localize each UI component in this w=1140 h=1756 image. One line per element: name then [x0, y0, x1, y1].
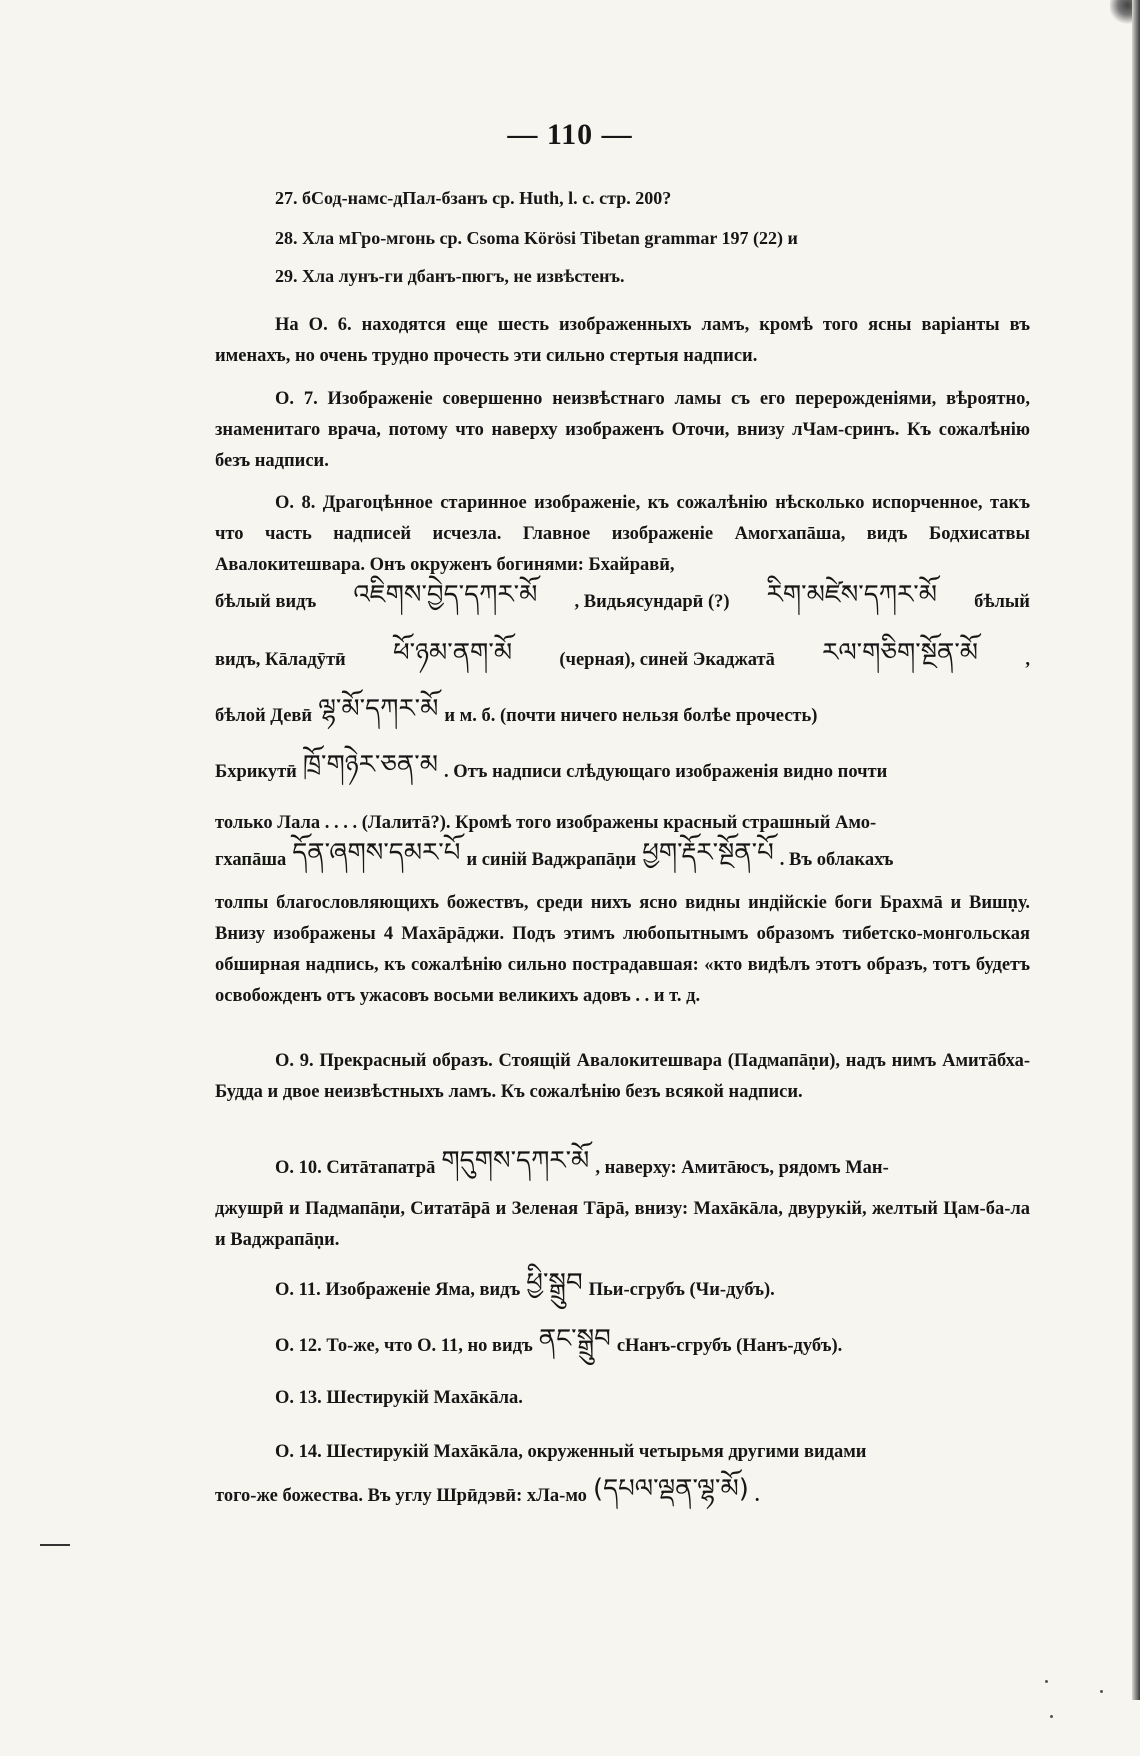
text-fragment: и синій Ваджрапāṇи	[466, 849, 637, 870]
text-fragment: , Видьясундарӣ (?)	[574, 591, 730, 612]
tibetan-inscription: འཇིགས་བྱེད་དཀར་མོ	[353, 579, 538, 610]
page-number: — 110 —	[507, 118, 633, 151]
paragraph-o6: На О. 6. находятся еще шесть изображенныхъ ламъ, кромѣ того ясны варіанты въ именахъ, но очень трудно прочесть эти сильно стертыя надписи.	[215, 315, 1030, 366]
reference-28: 28. Хла мГро-мгонь ср. Csoma Körösi Tibetan grammar 197 (22) и	[275, 228, 798, 248]
page-edge	[1132, 0, 1140, 1700]
text-fragment: О. 13. Шестирукій Махāкāла.	[275, 1387, 523, 1408]
tibetan-inscription: ཕྱི་སྒྲུབ	[526, 1267, 583, 1298]
o14-line-2	[215, 1474, 1030, 1518]
paragraph-o9: О. 9. Прекрасный образъ. Стоящій Авалокитешвара (Падмапāṇи), надъ нимъ Амитāбха-Будда и двое неизвѣстныхъ ламъ. Къ сожалѣнію безъ всякой надписи.	[215, 1051, 1030, 1102]
o8-line-2	[215, 637, 1030, 680]
o8-line-5: только Лала . . . . (Лалитā?). Кромѣ того изображены красный страшный Амо-	[215, 812, 877, 833]
tibetan-inscription: ཕོ་ཉམ་ནག་མོ	[392, 637, 513, 668]
text-fragment: и м. б. (почти ничего нельзя болѣе прочесть)	[444, 705, 818, 726]
o8-line-1	[215, 579, 1030, 622]
text-fragment: О. 10. Ситāтапатрā	[275, 1157, 436, 1178]
o8-line-3	[215, 693, 1030, 736]
tibetan-inscription: རིག་མཛེས་དཀར་མོ	[766, 579, 937, 610]
tibetan-inscription: ལྷ་མོ་དཀར་མོ	[318, 693, 439, 724]
scan-dot	[1050, 1715, 1053, 1718]
tibetan-inscription: གདུགས་དཀར་མོ	[441, 1145, 590, 1176]
text-fragment: . Отъ надписи слѣдующаго изображенія видно почти	[443, 761, 888, 782]
paragraph-o7: О. 7. Изображеніе совершенно неизвѣстнаго ламы съ его перерожденіями, вѣроятно, знаменитаго врача, потому что наверху изображенъ Оточи, внизу лЧам-сринъ. Къ сожалѣнію безъ надписи.	[215, 389, 1030, 471]
text-fragment: , наверху: Амитāюсъ, рядомъ Ман-	[595, 1157, 889, 1178]
text-fragment: видъ, Кāладӯтӣ	[215, 649, 346, 670]
o11-line	[215, 1267, 1030, 1310]
text-fragment: О. 11. Изображеніе Яма, видъ	[275, 1279, 521, 1300]
text-fragment: бѣлый видъ	[215, 591, 317, 612]
scan-dot	[1100, 1690, 1103, 1693]
scan-mark	[40, 1544, 70, 1546]
reference-27: 27. бСод-намс-дПал-бзанъ ср. Huth, l. c. стр. 200?	[275, 188, 672, 208]
paragraph-o10-end: джушрӣ и Падмапāṇи, Ситатāрā и Зеленая Тāрā, внизу: Махāкāла, двурукій, желтый Цам-ба-ла и Ваджрапāṇи.	[215, 1199, 1030, 1250]
scan-dot	[1045, 1680, 1048, 1683]
text-fragment: бѣлой Девӣ	[215, 705, 313, 726]
o12-line	[215, 1323, 1030, 1366]
scan-mark	[1110, 0, 1132, 26]
o10-line-1	[215, 1145, 1030, 1188]
text-fragment: бѣлый	[974, 591, 1030, 612]
text-fragment: О. 12. То-же, что О. 11, но видъ	[275, 1335, 533, 1356]
tibetan-inscription: ནང་སྒྲུབ	[538, 1323, 611, 1354]
text-fragment: . Въ облакахъ	[779, 849, 894, 870]
tibetan-inscription: ཕྱག་རྡོར་སྔོན་པོ	[642, 837, 774, 868]
tibetan-inscription: ཁྲོ་གཉེར་ཅན་མ	[302, 749, 438, 780]
text-fragment: ,	[1025, 649, 1030, 670]
paragraph-o8-intro: О. 8. Драгоцѣнное старинное изображеніе, къ сожалѣнію нѣсколько испорченное, такъ что часть надписей исчезла. Главное изображеніе Амогхапāша, видъ Бодхисатвы Авалокитешвара. Онъ окруженъ богинями: Бхайравӣ,	[215, 493, 1030, 575]
tibetan-inscription: (དཔལ་ལྡན་ལྷ་མོ)	[592, 1473, 749, 1504]
paragraph-o8-end: толпы благословляющихъ божествъ, среди нихъ ясно видны индійскіе боги Брахмā и Вишṇу. Внизу изображены 4 Махāрāджи. Подъ этимъ любопытнымъ образомъ тибетско-монгольская обширная надпись, къ сожалѣнію сильно пострадавшая: «кто видѣлъ этотъ образъ, тотъ будетъ освобожденъ отъ ужасовъ восьми великихъ адовъ . . и т. д.	[215, 893, 1030, 1006]
text-fragment: .	[754, 1485, 760, 1506]
reference-29: 29. Хла лунъ-ги дбанъ-пюгъ, не извѣстенъ.	[275, 266, 625, 286]
text-fragment: гхапāша	[215, 849, 287, 870]
text-fragment: Пьи-сгрубъ (Чи-дубъ).	[588, 1279, 775, 1300]
tibetan-inscription: རལ་གཅིག་སྔོན་མོ	[822, 637, 979, 668]
o8-line-4	[215, 749, 1030, 792]
text-fragment: того-же божества. Въ углу Шрӣдэвӣ: хЛа-мо	[215, 1485, 587, 1506]
text-fragment: сНанъ-сгрубъ (Нанъ-дубъ).	[616, 1335, 843, 1356]
o8-line-6	[215, 837, 1030, 880]
text-fragment: О. 14. Шестирукій Махāкāла, окруженный четырьмя другими видами	[275, 1441, 867, 1462]
tibetan-inscription: དོན་ཞགས་དམར་པོ	[292, 837, 461, 868]
text-fragment: (черная), синей Экаджатā	[559, 649, 775, 670]
o13-line	[215, 1382, 1030, 1414]
text-fragment: Бхрикутӣ	[215, 761, 297, 782]
